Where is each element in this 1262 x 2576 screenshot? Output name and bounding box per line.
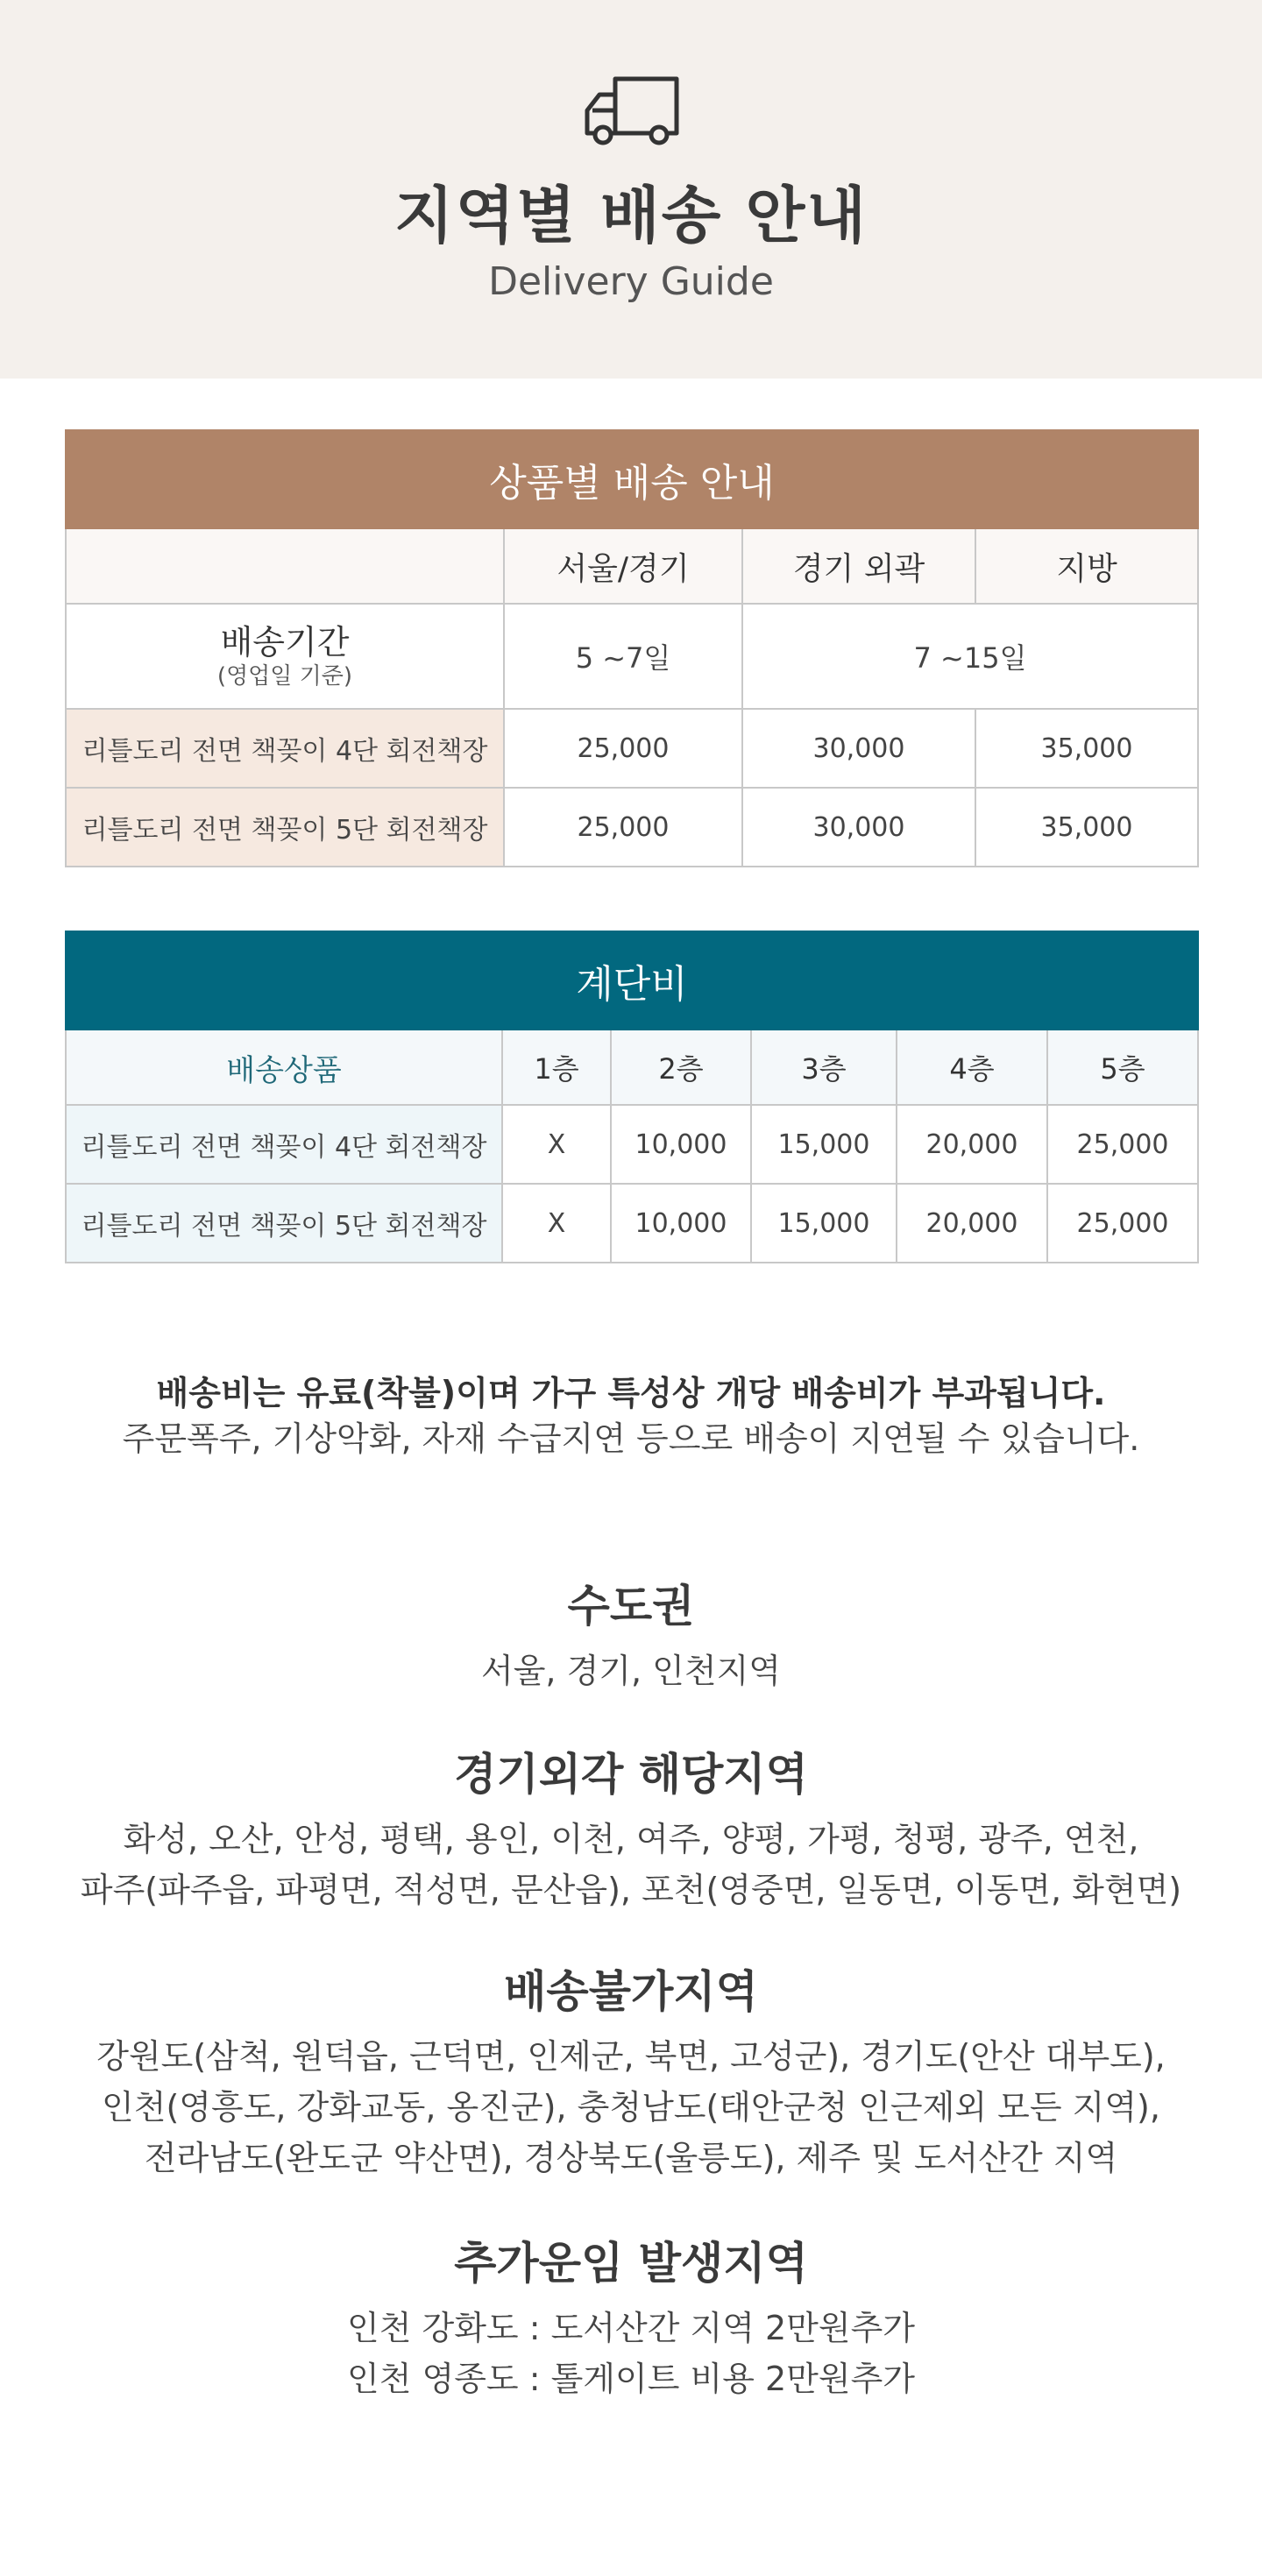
fee-metro: 25,000	[504, 788, 742, 867]
section-title: 추가운임 발생지역	[454, 2238, 808, 2289]
table-row	[66, 1184, 1198, 1263]
section-line: 인천 영종도 : 톨게이트 비용 2만원추가	[347, 2360, 915, 2398]
product-name: 리틀도리 전면 책꽂이 4단 회전책장	[66, 1105, 502, 1184]
section-metro	[0, 1577, 1262, 1696]
fee-floor-4: 20,000	[897, 1184, 1047, 1263]
fee-floor-1: X	[502, 1184, 611, 1263]
notice-bold: 배송비는 유료(착불)이며 가구 특성상 개당 배송비가 부과됩니다.	[156, 1374, 1106, 1412]
column-header-empty	[66, 528, 504, 604]
period-other: 7 ~15일	[742, 604, 1198, 709]
page-header	[0, 0, 1262, 379]
product-name: 리틀도리 전면 책꽂이 5단 회전책장	[66, 788, 504, 867]
column-header-floor-4: 4층	[897, 1030, 1047, 1105]
product-name: 리틀도리 전면 책꽂이 5단 회전책장	[66, 1184, 502, 1263]
column-header-floor-3: 3층	[751, 1030, 897, 1105]
period-label-cell	[66, 604, 504, 709]
section-line: 파주(파주읍, 파평면, 적성면, 문산읍), 포천(영중면, 일동면, 이동면, 화현면)	[80, 1871, 1182, 1909]
page-subtitle: Delivery Guide	[488, 259, 774, 304]
column-header-floor-1: 1층	[502, 1030, 611, 1105]
table-header-row	[66, 528, 1198, 604]
section-line: 인천(영흥도, 강화교동, 옹진군), 충청남도(태안군청 인근제외 모든 지역),	[102, 2088, 1160, 2127]
section-line: 인천 강화도 : 도서산간 지역 2만원추가	[347, 2309, 915, 2347]
fee-floor-2: 10,000	[611, 1105, 751, 1184]
fee-local: 35,000	[975, 788, 1198, 867]
section-title: 경기외각 해당지역	[454, 1749, 808, 1800]
fee-floor-1: X	[502, 1105, 611, 1184]
table-row	[66, 709, 1198, 788]
section-title: 배송불가지역	[504, 1966, 758, 2017]
fee-floor-2: 10,000	[611, 1184, 751, 1263]
product-delivery-caption: 상품별 배송 안내	[66, 430, 1198, 528]
truck-icon	[578, 68, 684, 147]
product-delivery-table	[65, 429, 1199, 867]
page-title: 지역별 배송 안내	[393, 180, 869, 251]
period-label: 배송기간	[220, 623, 350, 662]
section-line: 강원도(삼척, 원덕읍, 근덕면, 인제군, 북면, 고성군), 경기도(안산 대부도),	[96, 2037, 1166, 2076]
stair-fee-table	[65, 931, 1199, 1263]
column-header-product: 배송상품	[66, 1030, 502, 1105]
section-title: 수도권	[567, 1581, 695, 1631]
fee-floor-4: 20,000	[897, 1105, 1047, 1184]
table-header-row	[66, 1030, 1198, 1105]
fee-floor-5: 25,000	[1047, 1105, 1198, 1184]
fee-floor-3: 15,000	[751, 1105, 897, 1184]
table-row	[66, 788, 1198, 867]
fee-metro: 25,000	[504, 709, 742, 788]
period-metro: 5 ~7일	[504, 604, 742, 709]
column-header-metro: 서울/경기	[504, 528, 742, 604]
fee-outskirts: 30,000	[742, 788, 975, 867]
product-name: 리틀도리 전면 책꽂이 4단 회전책장	[66, 709, 504, 788]
stair-fee-caption: 계단비	[66, 931, 1198, 1030]
notice-normal: 주문폭주, 기상악화, 자재 수급지연 등으로 배송이 지연될 수 있습니다.	[122, 1419, 1140, 1458]
section-line: 전라남도(완도군 약산면), 경상북도(울릉도), 제주 및 도서산간 지역	[144, 2139, 1118, 2177]
section-outskirts	[0, 1745, 1262, 1915]
fee-outskirts: 30,000	[742, 709, 975, 788]
column-header-local: 지방	[975, 528, 1198, 604]
fee-floor-5: 25,000	[1047, 1184, 1198, 1263]
column-header-outskirts: 경기 외곽	[742, 528, 975, 604]
delivery-notice	[0, 1370, 1262, 1461]
section-no-delivery	[0, 1963, 1262, 2183]
section-line: 화성, 오산, 안성, 평택, 용인, 이천, 여주, 양평, 가평, 청평, 광주, 연천,	[123, 1820, 1139, 1858]
fee-floor-3: 15,000	[751, 1184, 897, 1263]
column-header-floor-5: 5층	[1047, 1030, 1198, 1105]
section-extra-fee	[0, 2234, 1262, 2404]
delivery-period-row	[66, 604, 1198, 709]
period-sublabel: (영업일 기준)	[216, 663, 353, 690]
section-line: 서울, 경기, 인천지역	[481, 1652, 781, 1690]
fee-local: 35,000	[975, 709, 1198, 788]
table-row	[66, 1105, 1198, 1184]
column-header-floor-2: 2층	[611, 1030, 751, 1105]
